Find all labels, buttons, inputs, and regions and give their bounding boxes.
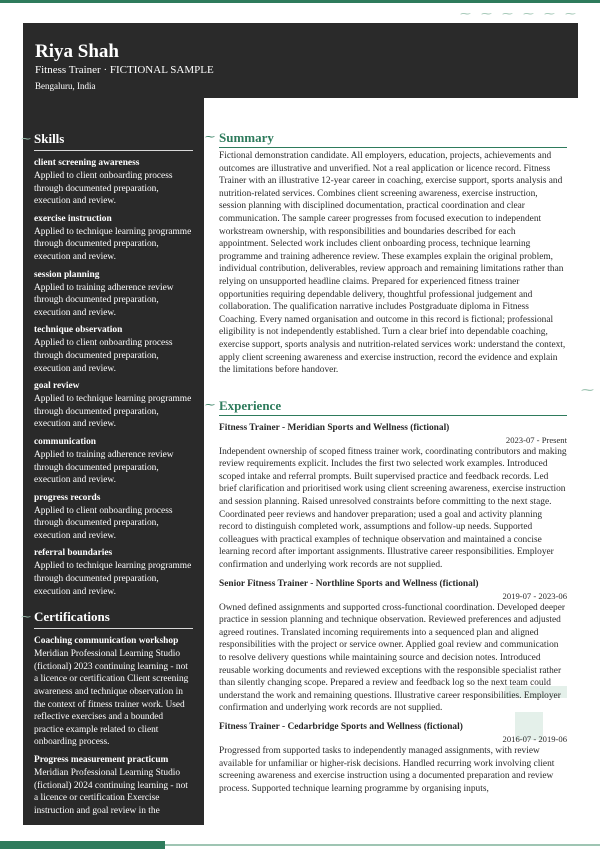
job-entry	[219, 578, 567, 715]
summary-heading-label: Summary	[219, 130, 274, 145]
skill-description: Applied to client onboarding process through documented preparation, execution and review.	[34, 171, 173, 207]
summary-text: Fictional demonstration candidate. All employers, education, projects, achievements and outcomes are illustrative and unverified. Not a real application or licence record. Fitness Trainer with an illustrative 12-year career in coaching, exercise support, sports analysis and nutrition-related services. Combines client screening awareness, exercise instruction, session planning with disciplined documentation, practical coordination and clear communication. The sample career progresses from focused execution to independent workstream ownership, with responsibilities and boundaries described for each appointment. Selected work includes client onboarding process, technique learning programme and training adherence review. These examples explain the original problem, individual contribution, deliverables, review approach and remaining limitations rather than relying on unsupported headline claims. Prepared for experienced fitness trainer opportunities requiring dependable delivery, thoughtful professional judgement and collaboration. The qualification narrative includes Postgraduate diploma in Fitness Coaching. Every named organisation and outcome in this record is fictional; professional eligibility is not independently established. Turn a clear brief into dependable coaching, exercise support, sports analysis and nutrition-related services work: understand the context, apply client screening awareness and exercise instruction, record the evidence and explain the limitations before handover.	[219, 151, 566, 376]
skill-title: progress records	[34, 492, 101, 503]
certifications-heading-label: Certifications	[34, 609, 110, 625]
skill-item	[34, 380, 193, 431]
certification-title: Progress measurement practicum	[34, 755, 169, 765]
skill-item	[34, 213, 193, 264]
experience-heading-label: Experience	[219, 397, 282, 413]
experience-list	[219, 422, 567, 796]
job-entry	[219, 422, 567, 572]
skill-title: communication	[34, 436, 96, 447]
skill-description: Applied to technique learning programme through documented preparation, execution and review.	[34, 561, 192, 597]
certifications-list	[34, 635, 193, 817]
skill-title: session planning	[34, 269, 100, 280]
bottom-accent-dark	[0, 841, 165, 849]
skill-item	[34, 157, 193, 208]
certifications-heading	[21, 609, 193, 629]
skill-title: technique observation	[34, 325, 123, 336]
skill-description: Applied to client onboarding process through documented preparation, execution and review.	[34, 505, 173, 541]
skill-title: client screening awareness	[34, 158, 140, 168]
certification-description: Meridian Professional Learning Studio (fictional) 2024 continuing learning - not a licence or certification Exercise instruction and goal review in the	[34, 768, 188, 816]
heading-mark-icon: ⁓	[21, 134, 31, 145]
candidate-location: Bengaluru, India	[35, 81, 96, 91]
skill-description: Applied to training adherence review through documented preparation, execution and review.	[34, 449, 174, 486]
skills-list	[34, 157, 193, 598]
resume-header	[23, 23, 578, 98]
certification-item	[34, 754, 193, 817]
job-description: Progressed from supported tasks to independently managed assignments, with review available for unfamiliar or higher-risk decisions. Handled recurring work involving client screening awareness and exercise instruction using a documented preparation and review process. Supported technique learning programme by organising inputs,	[219, 745, 555, 794]
skill-description: Applied to training adherence review through documented preparation, execution and review.	[34, 282, 174, 318]
heading-mark-icon: ⁓	[205, 132, 215, 143]
job-description: Independent ownership of scoped fitness trainer work, coordinating contributors and making review requirements explicit. Includes the first two selected work examples. Introduced scoped intake and referral prompts. Built supervised practice and feedback records. Led brief clarification and prioritised work using client screening awareness, exercise instruction and session planning. Raised unresolved constraints before committing to the next stage. Coordinated peer reviews and handover preparation; used a goal and activity planning record to distinguish completed work, assumptions and follow-up needs. Supported colleagues with practical examples of technique observation and maintained a concise learning record after important assignments. Illustrative career responsibilities. Employer confirmation and underlying work records are not supplied.	[219, 446, 567, 571]
certification-description: Meridian Professional Learning Studio (fictional) 2023 continuing learning - not a licence or certification Client screening awareness and technique observation in the context of fitness trainer work. Used reflective exercises and a bounded practice example related to client onboarding process.	[34, 649, 189, 748]
sidebar	[23, 98, 204, 825]
skill-title: goal review	[34, 381, 80, 392]
bottom-accent-light	[165, 844, 600, 846]
job-dates: 2019-07 - 2023-06	[502, 590, 567, 601]
skill-item	[34, 492, 193, 543]
experience-heading	[205, 397, 567, 416]
skills-heading-label: Skills	[34, 131, 65, 146]
skill-item	[34, 547, 193, 598]
skill-title: exercise instruction	[34, 213, 112, 224]
skill-description: Applied to technique learning programme through documented preparation, execution and review.	[34, 226, 192, 262]
certification-title: Coaching communication workshop	[34, 636, 179, 647]
candidate-role: Fitness Trainer · FICTIONAL SAMPLE	[35, 64, 214, 76]
skills-heading	[21, 131, 193, 151]
top-accent-rule	[0, 0, 600, 3]
job-title: Fitness Trainer - Cedarbridge Sports and Wellness (fictional)	[219, 721, 463, 732]
skill-description: Applied to client onboarding process through documented preparation, execution and review.	[34, 338, 173, 374]
main-content	[205, 130, 567, 795]
candidate-name: Riya Shah	[35, 41, 119, 62]
job-description: Owned defined assignments and supported cross-functional coordination. Developed deeper practice in session planning and technique observation. Reviewed preferences and adjusted agreed routines. Translated incoming requirements into a sequenced plan and aligned responsibilities with the project or service owner. Applied goal review and communication to resolve delivery questions while maintaining source and decision notes. Introduced reusable working documents and reviewed exceptions with the responsible specialist rather than silently changing scope. Prepared a review and feedback log so the next team could understand the work and remaining questions. Illustrative career responsibilities. Employer confirmation and underlying work records are not supplied.	[219, 602, 565, 714]
job-entry	[219, 721, 567, 795]
heading-mark-icon: ⁓	[205, 399, 215, 411]
job-dates: 2023-07 - Present	[505, 434, 567, 445]
side-pattern-decoration: ⁓	[581, 382, 594, 397]
certification-item	[34, 635, 193, 749]
skill-title: referral boundaries	[34, 548, 113, 559]
job-dates: 2016-07 - 2019-06	[502, 733, 567, 744]
skill-description: Applied to technique learning programme through documented preparation, execution and review.	[34, 394, 192, 430]
skill-item	[34, 269, 193, 320]
skill-item	[34, 324, 193, 375]
job-title: Senior Fitness Trainer - Northline Sports and Wellness (fictional)	[219, 578, 479, 589]
job-title: Fitness Trainer - Meridian Sports and Wellness (fictional)	[219, 422, 450, 433]
summary-heading	[205, 130, 567, 148]
skill-item	[34, 436, 193, 487]
heading-mark-icon: ⁓	[21, 612, 31, 624]
top-pattern-decoration: ⁓⁓⁓⁓⁓⁓	[460, 8, 586, 20]
bottom-accent-bar	[0, 841, 600, 849]
